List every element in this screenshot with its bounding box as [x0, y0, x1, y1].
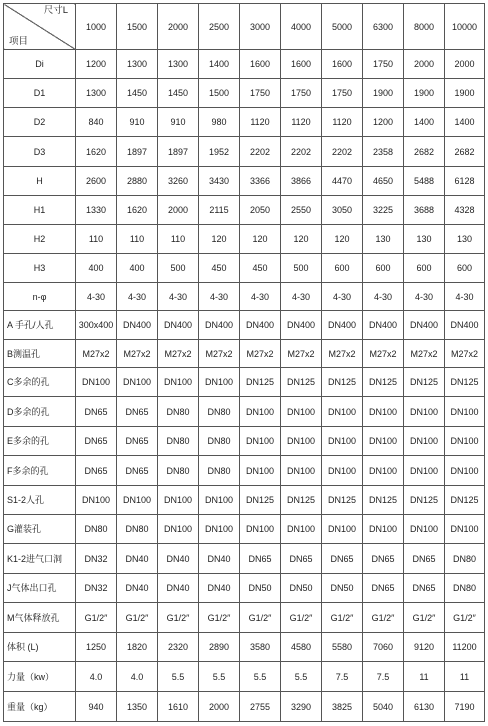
table-cell: DN80: [158, 456, 199, 486]
table-cell: 5.5: [240, 662, 281, 692]
row-label: Di: [4, 50, 76, 79]
table-cell: DN65: [281, 544, 322, 574]
table-cell: DN100: [199, 368, 240, 397]
spec-table-container: [3, 3, 484, 722]
table-cell: DN125: [363, 486, 404, 515]
table-cell: DN100: [322, 427, 363, 456]
column-header: 5000: [322, 4, 363, 50]
table-cell: G1/2″: [158, 603, 199, 633]
table-cell: 9120: [404, 633, 445, 662]
table-cell: DN125: [404, 368, 445, 397]
table-cell: 3366: [240, 167, 281, 196]
table-cell: 450: [199, 254, 240, 283]
table-cell: DN65: [404, 574, 445, 603]
table-cell: DN100: [158, 515, 199, 544]
table-row: [4, 574, 485, 603]
table-cell: 1620: [117, 196, 158, 225]
table-row: [4, 225, 485, 254]
table-cell: DN100: [281, 456, 322, 486]
table-cell: DN50: [322, 574, 363, 603]
table-cell: DN125: [281, 368, 322, 397]
table-cell: 7.5: [322, 662, 363, 692]
table-cell: 2550: [281, 196, 322, 225]
table-cell: DN40: [117, 544, 158, 574]
table-row: [4, 486, 485, 515]
table-cell: 2050: [240, 196, 281, 225]
table-cell: DN100: [322, 397, 363, 427]
table-cell: DN100: [240, 515, 281, 544]
table-cell: DN125: [240, 368, 281, 397]
row-label: 重量（kg）: [4, 692, 76, 722]
table-cell: DN100: [281, 397, 322, 427]
column-header: 8000: [404, 4, 445, 50]
table-cell: M27x2: [199, 340, 240, 368]
table-cell: 2000: [445, 50, 485, 79]
table-cell: 600: [404, 254, 445, 283]
table-cell: 1750: [363, 50, 404, 79]
table-cell: 1600: [240, 50, 281, 79]
table-cell: 120: [199, 225, 240, 254]
table-cell: DN400: [445, 311, 485, 340]
table-cell: DN100: [199, 515, 240, 544]
row-label: F多余的孔: [4, 456, 76, 486]
table-cell: DN125: [322, 368, 363, 397]
table-cell: 110: [76, 225, 117, 254]
table-cell: DN125: [445, 368, 485, 397]
row-label: C多余的孔: [4, 368, 76, 397]
row-label: M气体释放孔: [4, 603, 76, 633]
table-cell: 3688: [404, 196, 445, 225]
table-cell: 3260: [158, 167, 199, 196]
table-cell: DN400: [240, 311, 281, 340]
table-cell: 130: [404, 225, 445, 254]
table-cell: DN100: [199, 486, 240, 515]
table-cell: DN100: [240, 427, 281, 456]
table-cell: 2115: [199, 196, 240, 225]
table-cell: DN65: [363, 544, 404, 574]
table-cell: DN125: [445, 486, 485, 515]
table-cell: 130: [363, 225, 404, 254]
table-cell: 1200: [76, 50, 117, 79]
table-cell: 1900: [363, 79, 404, 108]
row-label: B测温孔: [4, 340, 76, 368]
table-cell: 400: [76, 254, 117, 283]
table-cell: 2202: [240, 137, 281, 167]
table-cell: 2000: [199, 692, 240, 722]
table-cell: 5040: [363, 692, 404, 722]
table-cell: M27x2: [445, 340, 485, 368]
table-cell: 3825: [322, 692, 363, 722]
table-cell: 4470: [322, 167, 363, 196]
table-cell: DN100: [404, 427, 445, 456]
table-cell: DN100: [363, 456, 404, 486]
table-cell: 1900: [404, 79, 445, 108]
column-header: 2000: [158, 4, 199, 50]
row-label: E多余的孔: [4, 427, 76, 456]
table-cell: DN100: [363, 397, 404, 427]
table-cell: 1400: [199, 50, 240, 79]
row-label: K1-2进气口洞: [4, 544, 76, 574]
header-size-label: 尺寸L: [43, 5, 68, 16]
table-cell: 7190: [445, 692, 485, 722]
table-row: [4, 544, 485, 574]
table-cell: DN100: [281, 427, 322, 456]
table-cell: 3225: [363, 196, 404, 225]
table-cell: DN32: [76, 544, 117, 574]
table-cell: 4.0: [117, 662, 158, 692]
table-cell: 110: [117, 225, 158, 254]
table-cell: 1610: [158, 692, 199, 722]
table-cell: DN125: [322, 486, 363, 515]
table-cell: 5.5: [281, 662, 322, 692]
table-row: [4, 283, 485, 311]
table-row: [4, 254, 485, 283]
table-cell: DN100: [445, 427, 485, 456]
table-cell: M27x2: [158, 340, 199, 368]
table-cell: 1330: [76, 196, 117, 225]
table-cell: DN40: [158, 544, 199, 574]
table-cell: 2000: [404, 50, 445, 79]
table-cell: DN80: [117, 515, 158, 544]
table-row: [4, 662, 485, 692]
table-cell: DN100: [158, 486, 199, 515]
table-cell: 5580: [322, 633, 363, 662]
table-cell: 3866: [281, 167, 322, 196]
table-cell: M27x2: [240, 340, 281, 368]
table-cell: 4-30: [240, 283, 281, 311]
table-cell: 2358: [363, 137, 404, 167]
column-header: 4000: [281, 4, 322, 50]
table-cell: DN50: [240, 574, 281, 603]
table-cell: DN40: [199, 544, 240, 574]
table-cell: 4-30: [76, 283, 117, 311]
spec-table: [3, 3, 485, 722]
table-cell: 4.0: [76, 662, 117, 692]
table-row: [4, 79, 485, 108]
table-row: [4, 603, 485, 633]
column-header: 1500: [117, 4, 158, 50]
column-header: 2500: [199, 4, 240, 50]
table-cell: 1600: [281, 50, 322, 79]
table-cell: DN100: [158, 368, 199, 397]
table-cell: 1300: [117, 50, 158, 79]
table-row: [4, 427, 485, 456]
table-cell: DN100: [76, 486, 117, 515]
table-cell: G1/2″: [363, 603, 404, 633]
table-cell: 6128: [445, 167, 485, 196]
column-header: 1000: [76, 4, 117, 50]
table-cell: 1500: [199, 79, 240, 108]
table-cell: M27x2: [404, 340, 445, 368]
table-cell: 910: [158, 108, 199, 137]
row-label: H: [4, 167, 76, 196]
table-cell: 7060: [363, 633, 404, 662]
table-cell: 300x400: [76, 311, 117, 340]
table-cell: DN400: [404, 311, 445, 340]
row-label: H3: [4, 254, 76, 283]
table-row: [4, 50, 485, 79]
table-cell: 3580: [240, 633, 281, 662]
table-cell: DN65: [363, 574, 404, 603]
table-cell: 2682: [445, 137, 485, 167]
table-cell: 1250: [76, 633, 117, 662]
table-cell: 6130: [404, 692, 445, 722]
table-cell: 2202: [322, 137, 363, 167]
table-cell: 1200: [363, 108, 404, 137]
table-cell: 4-30: [322, 283, 363, 311]
table-cell: 400: [117, 254, 158, 283]
table-row: [4, 340, 485, 368]
table-cell: DN40: [117, 574, 158, 603]
table-cell: 4-30: [281, 283, 322, 311]
column-header: 3000: [240, 4, 281, 50]
table-cell: 4-30: [199, 283, 240, 311]
row-label: H1: [4, 196, 76, 225]
table-cell: 450: [240, 254, 281, 283]
table-cell: 4-30: [445, 283, 485, 311]
table-row: [4, 108, 485, 137]
table-cell: 2890: [199, 633, 240, 662]
table-cell: DN80: [158, 427, 199, 456]
table-cell: 1300: [158, 50, 199, 79]
column-header: 10000: [445, 4, 485, 50]
table-cell: DN40: [199, 574, 240, 603]
table-cell: DN100: [240, 456, 281, 486]
table-cell: DN100: [281, 515, 322, 544]
table-cell: G1/2″: [117, 603, 158, 633]
table-cell: DN80: [199, 456, 240, 486]
table-cell: DN125: [281, 486, 322, 515]
table-row: [4, 368, 485, 397]
table-cell: DN100: [445, 397, 485, 427]
table-cell: DN100: [322, 456, 363, 486]
table-cell: G1/2″: [240, 603, 281, 633]
table-cell: DN400: [281, 311, 322, 340]
table-cell: M27x2: [117, 340, 158, 368]
table-cell: 3050: [322, 196, 363, 225]
table-cell: 1900: [445, 79, 485, 108]
table-cell: 980: [199, 108, 240, 137]
table-cell: 5.5: [158, 662, 199, 692]
table-cell: 5.5: [199, 662, 240, 692]
table-cell: 7.5: [363, 662, 404, 692]
table-row: [4, 515, 485, 544]
table-cell: DN100: [445, 456, 485, 486]
table-cell: DN100: [445, 515, 485, 544]
table-cell: DN100: [404, 456, 445, 486]
table-cell: 500: [281, 254, 322, 283]
table-cell: DN100: [363, 515, 404, 544]
table-cell: 2755: [240, 692, 281, 722]
table-cell: G1/2″: [404, 603, 445, 633]
table-cell: DN125: [240, 486, 281, 515]
table-cell: 120: [281, 225, 322, 254]
table-cell: DN65: [76, 397, 117, 427]
table-cell: 940: [76, 692, 117, 722]
table-cell: G1/2″: [322, 603, 363, 633]
table-cell: DN125: [363, 368, 404, 397]
table-cell: 2600: [76, 167, 117, 196]
table-row: [4, 456, 485, 486]
table-cell: DN400: [322, 311, 363, 340]
table-cell: G1/2″: [281, 603, 322, 633]
table-row: [4, 167, 485, 196]
row-label: H2: [4, 225, 76, 254]
row-label: D3: [4, 137, 76, 167]
table-cell: 1120: [322, 108, 363, 137]
table-cell: 1120: [281, 108, 322, 137]
table-cell: DN65: [76, 456, 117, 486]
table-cell: 1952: [199, 137, 240, 167]
table-row: [4, 196, 485, 225]
table-cell: DN400: [199, 311, 240, 340]
table-cell: DN100: [363, 427, 404, 456]
table-cell: 1750: [240, 79, 281, 108]
table-cell: DN400: [363, 311, 404, 340]
header-item-label: 项目: [9, 36, 29, 47]
table-cell: DN100: [240, 397, 281, 427]
table-cell: DN65: [322, 544, 363, 574]
table-row: [4, 137, 485, 167]
table-cell: 1300: [76, 79, 117, 108]
table-cell: DN50: [281, 574, 322, 603]
table-cell: 110: [158, 225, 199, 254]
table-cell: 4-30: [117, 283, 158, 311]
table-cell: 1750: [281, 79, 322, 108]
table-cell: 5488: [404, 167, 445, 196]
row-label: 体积 (L): [4, 633, 76, 662]
row-label: 力量（kw）: [4, 662, 76, 692]
table-cell: 1620: [76, 137, 117, 167]
table-row: [4, 692, 485, 722]
table-cell: DN32: [76, 574, 117, 603]
table-cell: 4580: [281, 633, 322, 662]
table-cell: 3430: [199, 167, 240, 196]
table-cell: DN65: [240, 544, 281, 574]
table-cell: 2682: [404, 137, 445, 167]
table-cell: DN100: [322, 515, 363, 544]
table-cell: DN65: [404, 544, 445, 574]
table-cell: 4650: [363, 167, 404, 196]
table-cell: M27x2: [76, 340, 117, 368]
table-cell: DN65: [117, 456, 158, 486]
table-cell: 600: [322, 254, 363, 283]
table-cell: 1450: [158, 79, 199, 108]
table-cell: 2880: [117, 167, 158, 196]
table-cell: DN100: [117, 368, 158, 397]
table-cell: 2320: [158, 633, 199, 662]
table-cell: 11: [445, 662, 485, 692]
table-cell: G1/2″: [199, 603, 240, 633]
table-cell: M27x2: [281, 340, 322, 368]
table-cell: 1120: [240, 108, 281, 137]
table-cell: 4-30: [363, 283, 404, 311]
table-cell: 120: [240, 225, 281, 254]
table-cell: M27x2: [363, 340, 404, 368]
table-cell: 1897: [158, 137, 199, 167]
table-cell: DN65: [117, 427, 158, 456]
table-cell: 120: [322, 225, 363, 254]
table-cell: DN80: [199, 427, 240, 456]
table-cell: 3290: [281, 692, 322, 722]
row-label: S1-2人孔: [4, 486, 76, 515]
table-cell: 1350: [117, 692, 158, 722]
table-cell: 1820: [117, 633, 158, 662]
table-row: [4, 633, 485, 662]
row-label: A 手孔/人孔: [4, 311, 76, 340]
row-label: D1: [4, 79, 76, 108]
table-cell: DN100: [117, 486, 158, 515]
table-cell: 4-30: [158, 283, 199, 311]
table-cell: 4-30: [404, 283, 445, 311]
table-cell: 910: [117, 108, 158, 137]
table-cell: DN100: [404, 397, 445, 427]
table-cell: 600: [363, 254, 404, 283]
row-label: J气体出口孔: [4, 574, 76, 603]
header-row: [4, 4, 485, 50]
table-cell: G1/2″: [445, 603, 485, 633]
table-cell: DN400: [158, 311, 199, 340]
table-cell: 2000: [158, 196, 199, 225]
table-cell: DN400: [117, 311, 158, 340]
table-cell: 130: [445, 225, 485, 254]
table-row: [4, 311, 485, 340]
row-label: G灌装孔: [4, 515, 76, 544]
row-label: n-φ: [4, 283, 76, 311]
column-header: 6300: [363, 4, 404, 50]
table-cell: 4328: [445, 196, 485, 225]
table-cell: G1/2″: [76, 603, 117, 633]
table-cell: 1450: [117, 79, 158, 108]
table-cell: DN80: [445, 574, 485, 603]
table-cell: M27x2: [322, 340, 363, 368]
table-cell: DN65: [76, 427, 117, 456]
table-cell: DN80: [445, 544, 485, 574]
table-cell: DN80: [76, 515, 117, 544]
row-label: D2: [4, 108, 76, 137]
table-row: [4, 397, 485, 427]
table-cell: 1600: [322, 50, 363, 79]
table-cell: DN100: [76, 368, 117, 397]
header-corner-cell: [4, 4, 76, 50]
table-cell: DN40: [158, 574, 199, 603]
table-cell: 1400: [445, 108, 485, 137]
table-cell: 1750: [322, 79, 363, 108]
table-cell: 2202: [281, 137, 322, 167]
table-cell: DN125: [404, 486, 445, 515]
table-cell: 1897: [117, 137, 158, 167]
table-cell: DN80: [199, 397, 240, 427]
table-cell: DN65: [117, 397, 158, 427]
table-cell: 840: [76, 108, 117, 137]
table-cell: DN80: [158, 397, 199, 427]
table-cell: 500: [158, 254, 199, 283]
table-cell: 1400: [404, 108, 445, 137]
table-cell: 600: [445, 254, 485, 283]
table-cell: DN100: [404, 515, 445, 544]
table-cell: 11: [404, 662, 445, 692]
row-label: D多余的孔: [4, 397, 76, 427]
table-cell: 11200: [445, 633, 485, 662]
